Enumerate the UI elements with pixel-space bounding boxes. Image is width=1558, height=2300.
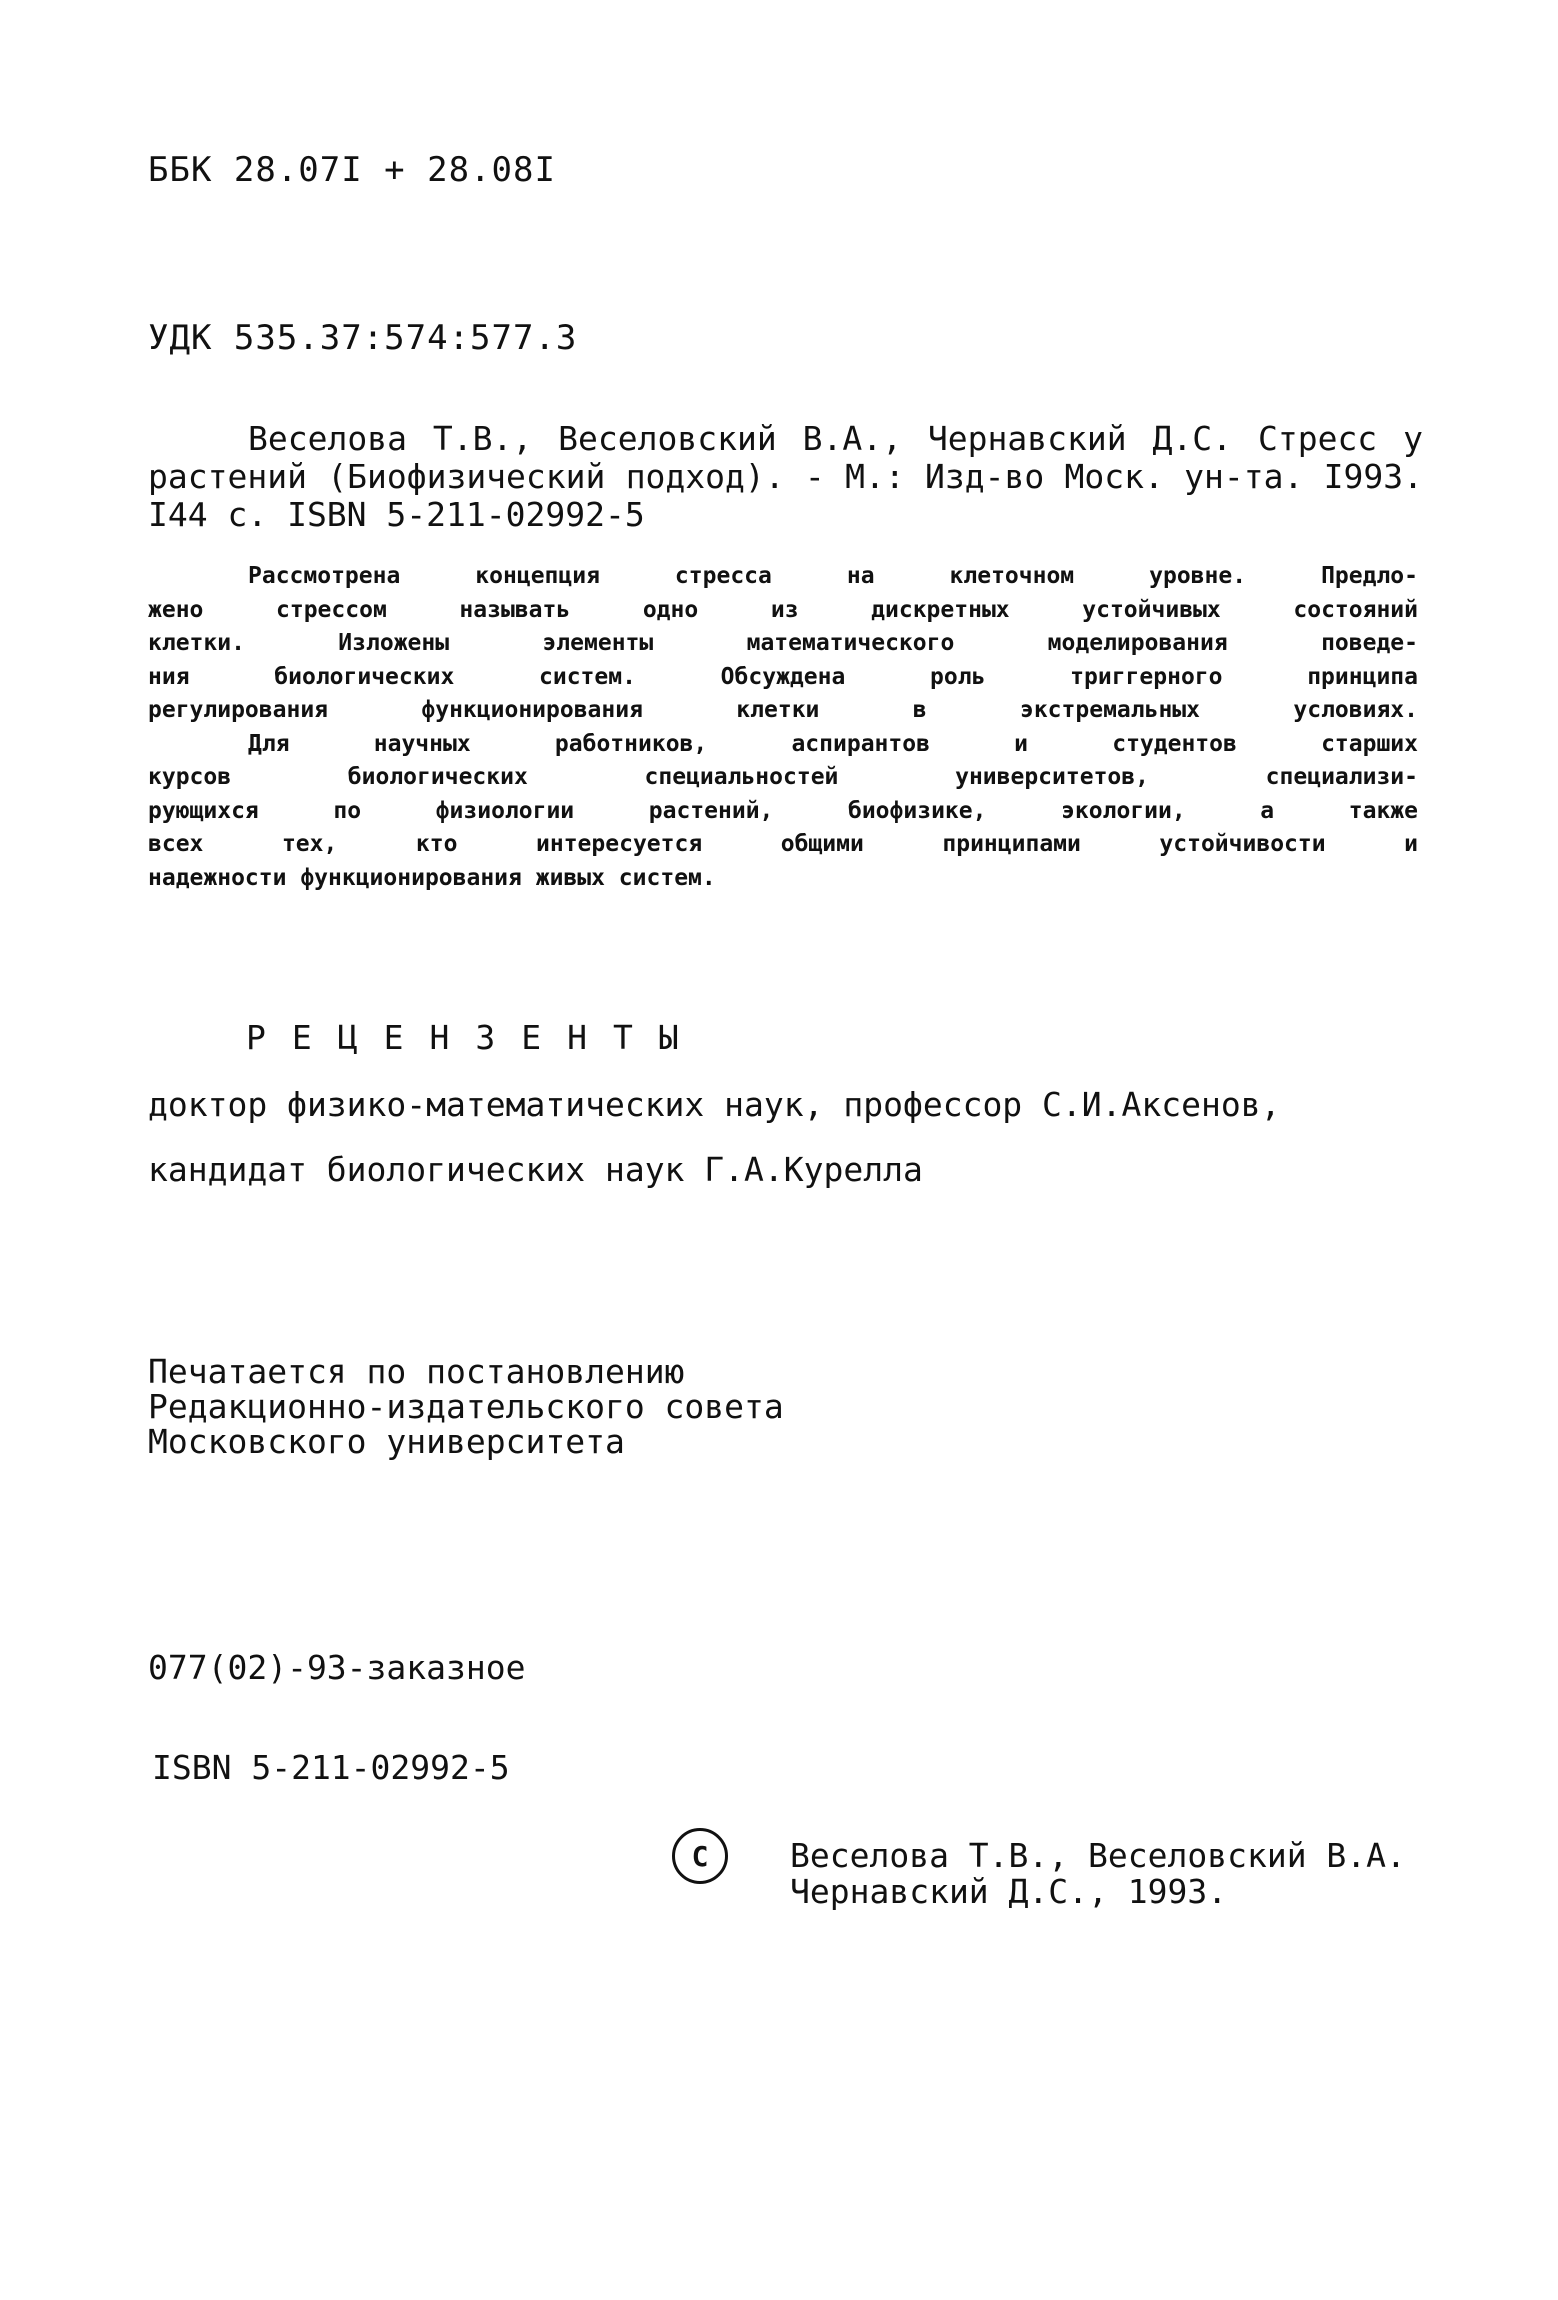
reviewer-1: доктор физико-математических наук, профессор С.И.Аксенов, <box>148 1085 1281 1124</box>
abstract-line: курсов биологических специальностей университетов, специализи- <box>148 764 1418 790</box>
bbk-code: ББК 28.07I + 28.08I <box>148 150 556 190</box>
abstract-line: Для научных работников, аспирантов и студентов старших <box>248 730 1418 757</box>
bib-line-1: Веселова Т.В., Веселовский В.А., Чернавский Д.С. Стресс у <box>248 419 1423 458</box>
copyright-line-1: Веселова Т.В., Веселовский В.А. <box>790 1836 1406 1875</box>
abstract <box>148 560 1418 895</box>
imprint-line-1: Печатается по постановлению <box>148 1352 685 1391</box>
copyright-holders <box>790 1838 1406 1910</box>
abstract-line: рующихся по физиологии растений, биофизике, экологии, а также <box>148 797 1418 824</box>
imprint-line-3: Московского университета <box>148 1422 625 1461</box>
copyright-icon <box>672 1828 728 1884</box>
copyright-symbol: C <box>691 1839 709 1873</box>
bib-line-2: растений (Биофизический подход). - М.: Изд-во Моск. ун-та. I993. <box>148 457 1423 496</box>
abstract-line: всех тех, кто интересуется общими принципами устойчивости и <box>148 831 1418 857</box>
reviewer-2: кандидат биологических наук Г.А.Курелла <box>148 1150 923 1189</box>
abstract-line: клетки. Изложены элементы математического моделирования поведе- <box>148 630 1418 656</box>
reviewers-heading: РЕЦЕНЗЕНТЫ <box>246 1018 705 1057</box>
abstract-line: регулирования функционирования клетки в экстремальных условиях. <box>148 697 1418 723</box>
order-code: 077(02)-93-заказное <box>148 1648 526 1687</box>
bibliographic-description <box>148 420 1423 534</box>
bib-line-3: I44 с. ISBN 5-211-02992-5 <box>148 495 645 534</box>
abstract-line: ния биологических систем. Обсуждена роль триггерного принципа <box>148 663 1418 690</box>
copyright-line-2: Чернавский Д.С., 1993. <box>790 1872 1228 1911</box>
abstract-line: надежности функционирования живых систем. <box>148 864 716 891</box>
abstract-line: Рассмотрена концепция стресса на клеточном уровне. Предло- <box>248 563 1418 589</box>
imprint-line-2: Редакционно-издательского совета <box>148 1387 784 1426</box>
udk-code: УДК 535.37:574:577.3 <box>148 318 578 358</box>
abstract-line: жено стрессом называть одно из дискретных устойчивых состояний <box>148 596 1418 623</box>
isbn: ISBN 5-211-02992-5 <box>152 1748 510 1787</box>
